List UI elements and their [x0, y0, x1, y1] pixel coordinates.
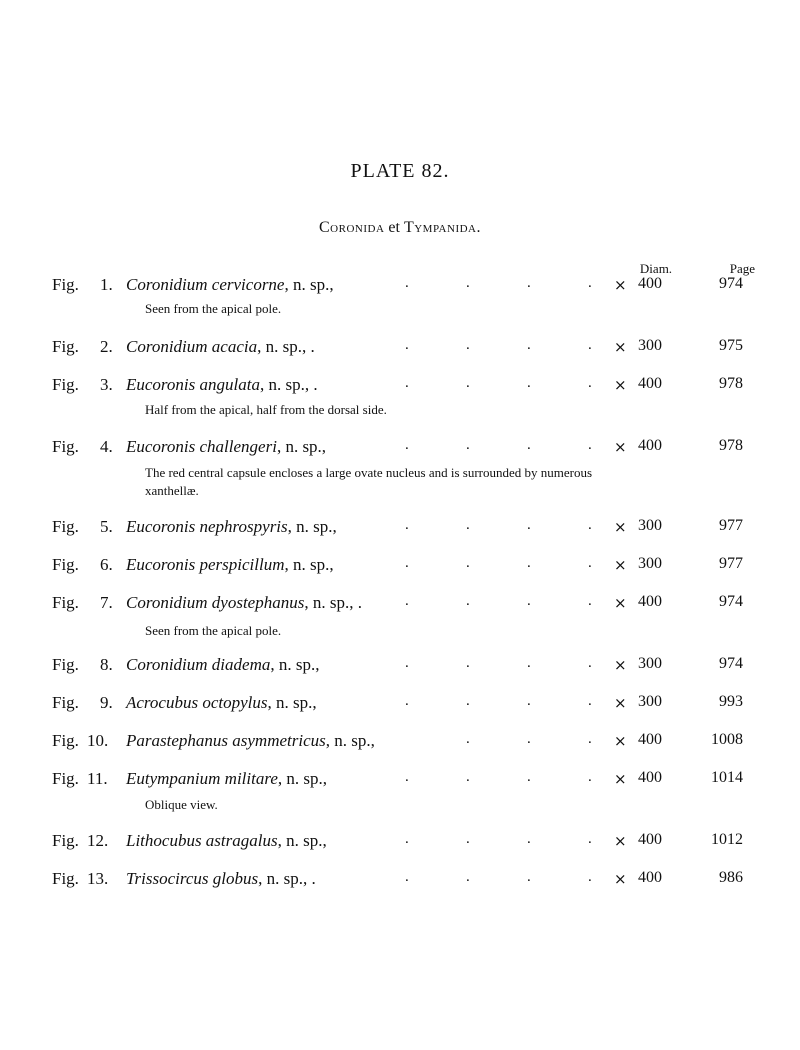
species-name [126, 831, 327, 851]
leader-dot: . [527, 517, 531, 533]
page-number: 974 [719, 593, 743, 610]
leader-dot: . [588, 693, 592, 709]
leader-dot: . [527, 375, 531, 391]
species-name [126, 275, 334, 295]
page-number: 974 [719, 655, 743, 672]
leader-dot: . [527, 831, 531, 847]
plate-subtitle [0, 219, 800, 237]
species-suffix: , n. sp., [270, 655, 320, 674]
figure-note: Seen from the apical pole. [145, 623, 282, 638]
leader-dot: . [527, 337, 531, 353]
species-name [126, 375, 318, 395]
fig-number: 1. [100, 275, 113, 294]
page-number: 1008 [711, 731, 743, 748]
magnification-sign: × [614, 276, 627, 294]
fig-label: Fig. [52, 869, 79, 888]
magnification-sign: × [614, 518, 627, 536]
page-number: 986 [719, 869, 743, 886]
fig-number: 4. [100, 437, 113, 456]
page-number: 1012 [711, 831, 743, 848]
species-italic: Eucoronis angulata [126, 375, 260, 394]
leader-dot: . [588, 275, 592, 291]
species-italic: Eucoronis nephrospyris [126, 517, 288, 536]
fig-label: Fig. [52, 437, 79, 456]
fig-number: 11. [87, 769, 108, 788]
species-italic: Trissocircus globus [126, 869, 259, 888]
magnification-value: 300 [638, 655, 662, 672]
subtitle-et: et [388, 219, 400, 236]
leader-dot: . [405, 275, 409, 291]
magnification-value: 400 [638, 731, 662, 748]
species-suffix: , n. sp., [277, 831, 327, 850]
leader-dot: . [466, 337, 470, 353]
species-suffix: , n. sp., [267, 693, 317, 712]
figure-entry [0, 437, 800, 461]
species-suffix: , n. sp., [276, 437, 327, 456]
species-italic: Eucoronis challengeri [126, 437, 277, 456]
leader-dot: . [588, 593, 592, 609]
fig-label: Fig. [52, 831, 79, 850]
leader-dot: . [466, 275, 470, 291]
leader-dot: . [588, 769, 592, 785]
fig-label: Fig. [52, 517, 79, 536]
magnification-sign: × [614, 870, 627, 888]
plate-title: PLATE 82. [350, 160, 450, 182]
leader-dot: . [466, 655, 470, 671]
species-name [126, 769, 327, 789]
leader-dot: . [405, 869, 409, 885]
species-suffix: , n. sp., [277, 769, 328, 788]
figure-entry [0, 555, 800, 579]
leader-dot: . [405, 693, 409, 709]
fig-label: Fig. [52, 693, 79, 712]
species-name [126, 655, 319, 675]
fig-number: 13. [87, 869, 109, 888]
species-suffix: , n. sp., [284, 275, 334, 294]
page-number: 974 [719, 275, 743, 292]
figure-entry [0, 517, 800, 541]
magnification-sign: × [614, 376, 627, 394]
leader-dot: . [405, 517, 409, 533]
fig-label: Fig. [52, 593, 79, 612]
magnification-value: 400 [638, 831, 662, 848]
leader-dot: . [405, 555, 409, 571]
fig-label: Fig. [52, 769, 79, 788]
species-italic: Lithocubus astragalus [126, 831, 278, 850]
species-name [126, 437, 326, 457]
magnification-value: 300 [638, 337, 662, 354]
species-italic: Coronidium diadema [126, 655, 271, 674]
figure-note: The red central capsule encloses a large ovate nucleus and is surrounded by numerous xanthellæ. [145, 465, 593, 498]
magnification-sign: × [614, 656, 627, 674]
fig-number: 7. [100, 593, 113, 612]
species-suffix: , n. sp., . [259, 375, 318, 394]
subtitle-coronida: Coronida [319, 219, 385, 236]
magnification-value: 400 [638, 869, 662, 886]
page-number: 977 [719, 517, 743, 534]
leader-dot: . [527, 769, 531, 785]
page-number: 975 [719, 337, 743, 354]
species-italic: Coronidium dyostephanus [126, 593, 305, 612]
figure-note: Half from the apical, half from the dorsal side. [145, 402, 387, 417]
magnification-value: 400 [638, 437, 662, 454]
leader-dot: . [405, 437, 409, 453]
leader-dot: . [466, 693, 470, 709]
leader-dot: . [588, 437, 592, 453]
species-name [126, 517, 337, 537]
figure-entry [0, 831, 800, 855]
magnification-sign: × [614, 594, 627, 612]
species-name [126, 337, 315, 357]
species-name [126, 593, 362, 613]
leader-dot: . [527, 731, 531, 747]
magnification-value: 400 [638, 769, 662, 786]
page-number: 978 [719, 437, 743, 454]
figure-entry [0, 869, 800, 893]
leader-dot: . [527, 437, 531, 453]
species-italic: Coronidium cervicorne [126, 275, 285, 294]
figure-entry [0, 593, 800, 617]
fig-label: Fig. [52, 275, 79, 294]
species-name [126, 693, 317, 713]
fig-number: 5. [100, 517, 113, 536]
leader-dot: . [466, 375, 470, 391]
page-number: 993 [719, 693, 743, 710]
page-number: 1014 [711, 769, 743, 786]
leader-dot: . [588, 375, 592, 391]
magnification-value: 300 [638, 517, 662, 534]
leader-dot: . [466, 593, 470, 609]
magnification-value: 400 [638, 375, 662, 392]
species-suffix: , n. sp., . [304, 593, 362, 612]
magnification-value: 300 [638, 693, 662, 710]
figure-entry [0, 337, 800, 361]
species-italic: Coronidium acacia [126, 337, 258, 356]
species-name [126, 731, 375, 751]
leader-dot: . [588, 731, 592, 747]
magnification-sign: × [614, 438, 627, 456]
species-suffix: , n. sp., [325, 731, 375, 750]
leader-dot: . [527, 593, 531, 609]
subtitle-tympanida: Tympanida. [403, 219, 481, 236]
fig-number: 2. [100, 337, 113, 356]
fig-number: 8. [100, 655, 113, 674]
fig-number: 6. [100, 555, 113, 574]
leader-dot: . [405, 593, 409, 609]
leader-dot: . [527, 693, 531, 709]
magnification-sign: × [614, 338, 627, 356]
magnification-sign: × [614, 694, 627, 712]
page-number: 977 [719, 555, 743, 572]
fig-label: Fig. [52, 375, 79, 394]
species-italic: Eucoronis perspicillum [126, 555, 285, 574]
leader-dot: . [466, 869, 470, 885]
leader-dot: . [466, 555, 470, 571]
magnification-value: 400 [638, 593, 662, 610]
species-italic: Eutympanium militare [126, 769, 278, 788]
fig-label: Fig. [52, 731, 79, 750]
leader-dot: . [527, 275, 531, 291]
leader-dot: . [405, 655, 409, 671]
leader-dot: . [527, 555, 531, 571]
leader-dot: . [466, 731, 470, 747]
figure-entry [0, 655, 800, 679]
species-italic: Acrocubus octopylus [126, 693, 268, 712]
magnification-sign: × [614, 732, 627, 750]
species-name [126, 869, 316, 889]
magnification-value: 300 [638, 555, 662, 572]
leader-dot: . [466, 517, 470, 533]
magnification-sign: × [614, 770, 627, 788]
leader-dot: . [405, 831, 409, 847]
figure-entry [0, 769, 800, 793]
leader-dot: . [588, 869, 592, 885]
magnification-value: 400 [638, 275, 662, 292]
species-suffix: , n. sp., . [258, 869, 316, 888]
column-header-page: Page [729, 261, 755, 276]
leader-dot: . [527, 869, 531, 885]
figure-entry [0, 731, 800, 755]
magnification-sign: × [614, 556, 627, 574]
fig-number: 12. [87, 831, 109, 850]
species-suffix: , n. sp., . [257, 337, 315, 356]
leader-dot: . [588, 831, 592, 847]
leader-dot: . [588, 555, 592, 571]
leader-dot: . [527, 655, 531, 671]
figure-entry [0, 375, 800, 399]
fig-label: Fig. [52, 555, 79, 574]
leader-dot: . [466, 437, 470, 453]
fig-number: 9. [100, 693, 113, 712]
fig-number: 10. [87, 731, 109, 750]
species-suffix: , n. sp., [284, 555, 334, 574]
fig-label: Fig. [52, 655, 79, 674]
species-italic: Parastephanus asymmetricus [126, 731, 326, 750]
fig-label: Fig. [52, 337, 79, 356]
leader-dot: . [405, 769, 409, 785]
leader-dot: . [405, 375, 409, 391]
figure-entry [0, 275, 800, 299]
magnification-sign: × [614, 832, 627, 850]
leader-dot: . [405, 337, 409, 353]
leader-dot: . [588, 655, 592, 671]
leader-dot: . [466, 769, 470, 785]
species-name [126, 555, 334, 575]
leader-dot: . [588, 337, 592, 353]
column-header-diam: Diam. [639, 261, 673, 276]
leader-dot: . [588, 517, 592, 533]
species-suffix: , n. sp., [287, 517, 337, 536]
figure-note: Oblique view. [145, 797, 218, 812]
fig-number: 3. [100, 375, 113, 394]
leader-dot: . [466, 831, 470, 847]
figure-entry [0, 693, 800, 717]
page-number: 978 [719, 375, 743, 392]
figure-note: Seen from the apical pole. [145, 301, 282, 316]
